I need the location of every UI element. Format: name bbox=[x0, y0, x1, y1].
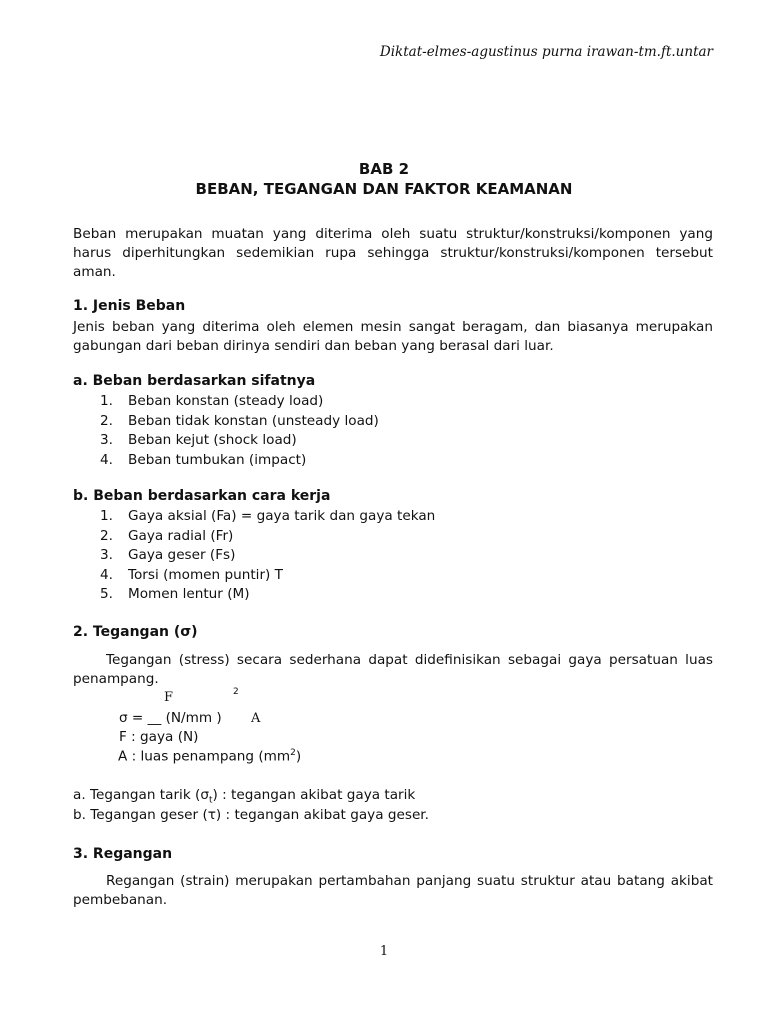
list-item: 1. Beban konstan (steady load) bbox=[100, 393, 324, 409]
definition-area: A : luas penampang $(mm^2)$ bbox=[118, 748, 302, 765]
section2-line-2: penampang. bbox=[73, 671, 159, 687]
list-item: 2. Gaya radial (Fr) bbox=[100, 527, 234, 544]
section1-paragraph bbox=[73, 318, 713, 356]
intro-line-3: aman. bbox=[73, 264, 116, 280]
section2-heading: 2. Tegangan (σ) bbox=[73, 624, 198, 640]
section3-heading: 3. Regangan bbox=[73, 846, 173, 862]
list-item: 3. Gaya geser (Fs) bbox=[100, 547, 236, 563]
formula-numerator: F bbox=[164, 690, 174, 705]
section3-line-1: Regangan (strain) merupakan pertambahan panjang suatu struktur atau batang akibat bbox=[106, 873, 713, 889]
section2-line-1: Tegangan (stress) secara sederhana dapat didefinisikan sebagai gaya persatuan luas bbox=[106, 652, 713, 668]
page-number: 1 bbox=[379, 944, 389, 959]
section3-line-2: pembebanan. bbox=[73, 892, 168, 908]
section3-paragraph bbox=[73, 872, 713, 910]
section1-heading: 1. Jenis Beban bbox=[73, 298, 186, 314]
intro-line-2: harus diperhitungkan sedemikian rupa sehingga struktur/konstruksi/komponen tersebut bbox=[73, 245, 713, 261]
section1-line-1: Jenis beban yang diterima oleh elemen mesin sangat beragam, dan biasanya merupakan bbox=[73, 319, 713, 335]
shear-stress-definition: b. Tegangan geser (τ) : tegangan akibat gaya geser. bbox=[73, 807, 429, 823]
formula-denominator: A bbox=[251, 711, 261, 726]
list-item: 4. Beban tumbukan (impact) bbox=[100, 451, 307, 468]
section-b-heading: b. Beban berdasarkan cara kerja bbox=[73, 488, 331, 504]
list-item: 4. Torsi (momen puntir) T bbox=[100, 566, 283, 583]
document-header: Diktat-elmes-agustinus purna irawan-tm.ft.untar bbox=[379, 44, 713, 60]
section-b-list bbox=[100, 507, 435, 605]
formula-lhs: σ = __ (N/mm ) bbox=[119, 710, 222, 726]
chapter-title: BEBAN, TEGANGAN DAN FAKTOR KEAMANAN bbox=[195, 180, 573, 198]
intro-line-1: Beban merupakan muatan yang diterima oleh suatu struktur/konstruksi/komponen yang bbox=[73, 226, 713, 242]
section1-line-2: gabungan dari beban dirinya sendiri dan beban yang berasal dari luar. bbox=[73, 338, 554, 354]
tensile-stress-definition: a. Tegangan tarik $(\sigma_t)$ : tegangan akibat gaya tarik bbox=[73, 787, 416, 806]
section2-paragraph bbox=[73, 651, 713, 689]
list-item: 5. Momen lentur (M) bbox=[100, 586, 250, 602]
intro-paragraph bbox=[73, 225, 713, 282]
formula-superscript: 2 bbox=[233, 687, 239, 697]
list-item: 2. Beban tidak konstan (unsteady load) bbox=[100, 412, 379, 429]
chapter-number: BAB 2 bbox=[358, 160, 410, 178]
definition-force: F : gaya (N) bbox=[119, 729, 199, 745]
section-a-heading: a. Beban berdasarkan sifatnya bbox=[73, 373, 316, 389]
section-a-list bbox=[100, 392, 379, 470]
list-item: 1. Gaya aksial (Fa) = gaya tarik dan gaya tekan bbox=[100, 508, 436, 524]
list-item: 3. Beban kejut (shock load) bbox=[100, 432, 297, 448]
